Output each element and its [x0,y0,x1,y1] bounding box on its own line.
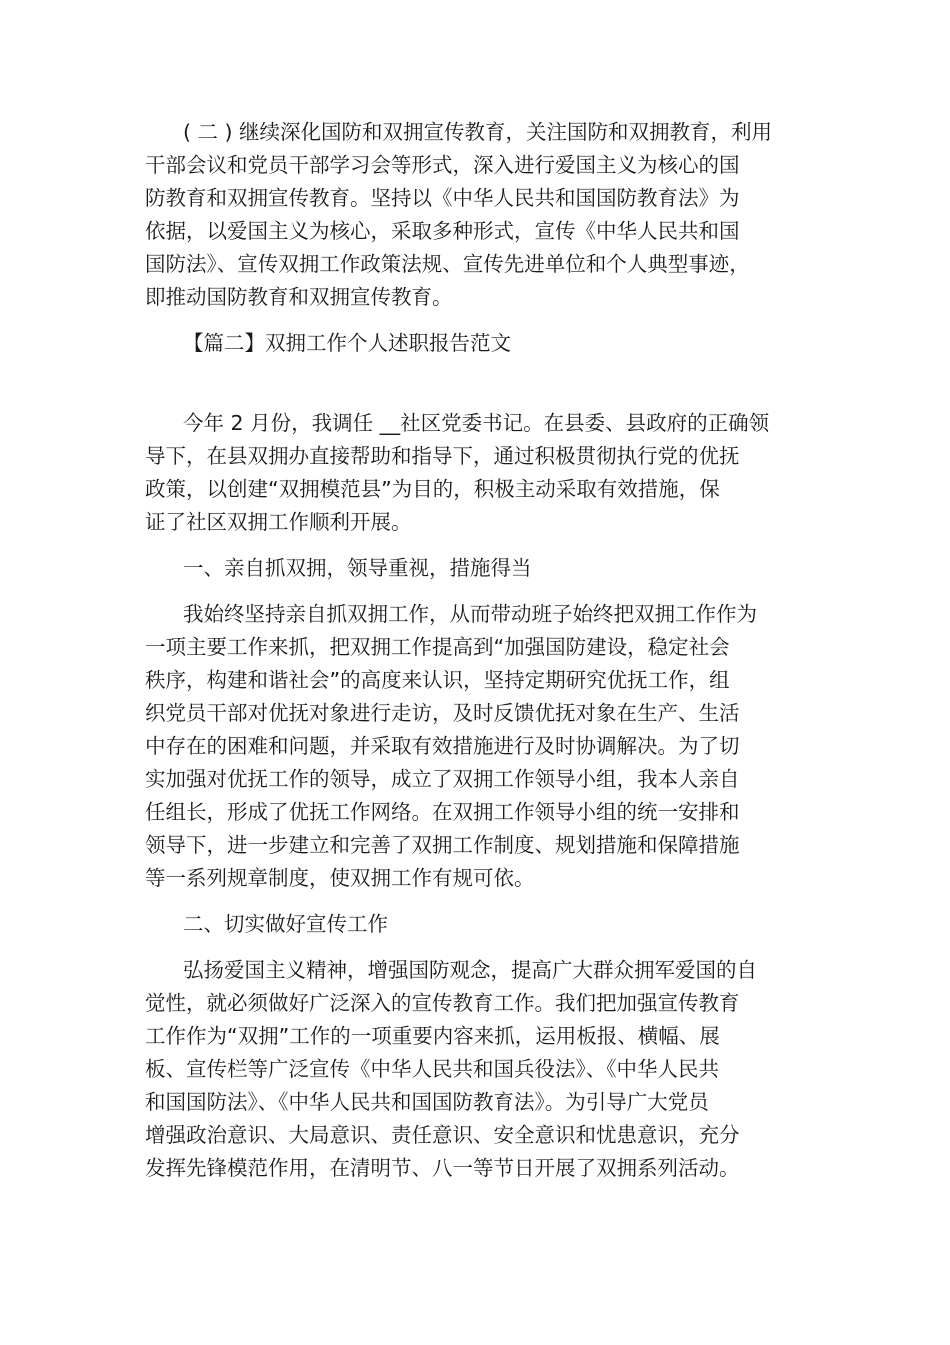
heading-one: 一、亲自抓双拥，领导重视，措施得当 [183,556,532,580]
text-line: 织党员干部对优抚对象进行走访，及时反馈优抚对象在生产、生活 [145,701,740,725]
text-line: 我始终坚持亲自抓双拥工作，从而带动班子始终把双拥工作作为 [183,602,757,626]
text-line: 导下，在县双拥办直接帮助和指导下，通过积极贯彻执行党的优抚 [145,444,740,468]
text-line: 今年 2 月份，我调任 __社区党委书记。在县委、县政府的正确领 [183,411,770,435]
text-line: ( 二 ) 继续深化国防和双拥宣传教育，关注国防和双拥教育，利用 [183,120,773,144]
text-line: 证了社区双拥工作顺利开展。 [145,510,412,534]
text-line: 秩序，构建和谐社会”的高度来认识，坚持定期研究优抚工作，组 [145,668,730,692]
text-line: 觉性，就必须做好广泛深入的宣传教育工作。我们把加强宣传教育 [145,991,740,1015]
text-line: 干部会议和党员干部学习会等形式，深入进行爱国主义为核心的国 [145,153,740,177]
text-line: 板、宣传栏等广泛宣传《中华人民共和国兵役法》、《中华人民共 [145,1057,719,1081]
paragraph-national-defense-education [145,116,785,314]
text-line: 防教育和双拥宣传教育。坚持以《中华人民共和国国防教育法》为 [145,186,740,210]
text-line: 和国国防法》、《中华人民共和国国防教育法》。为引导广大党员 [145,1090,709,1114]
text-line: 发挥先锋模范作用，在清明节、八一等节日开展了双拥系列活动。 [145,1156,740,1180]
paragraph-publicity [145,954,785,1185]
text-line: 弘扬爱国主义精神，增强国防观念，提高广大群众拥军爱国的自 [183,958,757,982]
text-line: 领导下，进一步建立和完善了双拥工作制度、规划措施和保障措施 [145,833,740,857]
text-line: 实加强对优抚工作的领导，成立了双拥工作领导小组，我本人亲自 [145,767,740,791]
text-line: 政策，以创建“双拥模范县”为目的，积极主动采取有效措施，保 [145,477,720,501]
text-line: 工作作为“双拥”工作的一项重要内容来抓，运用板报、横幅、展 [145,1024,720,1048]
text-line: 一项主要工作来抓，把双拥工作提高到“加强国防建设，稳定社会 [145,635,730,659]
text-line: 任组长，形成了优抚工作网络。在双拥工作领导小组的统一安排和 [145,800,740,824]
section-title: 【篇二】双拥工作个人述职报告范文 [183,331,511,355]
text-line: 等一系列规章制度，使双拥工作有规可依。 [145,866,535,890]
heading-two: 二、切实做好宣传工作 [183,912,388,936]
text-line: 依据，以爱国主义为核心，采取多种形式，宣传《中华人民共和国 [145,219,740,243]
text-line: 即推动国防教育和双拥宣传教育。 [145,285,453,309]
paragraph-intro [145,407,785,539]
text-line: 增强政治意识、大局意识、责任意识、安全意识和忧患意识，充分 [145,1123,740,1147]
text-line: 国防法》、宣传双拥工作政策法规、宣传先进单位和个人典型事迹， [145,252,750,276]
paragraph-leadership [145,598,785,895]
text-line: 中存在的困难和问题，并采取有效措施进行及时协调解决。为了切 [145,734,740,758]
document-page [145,116,785,1185]
